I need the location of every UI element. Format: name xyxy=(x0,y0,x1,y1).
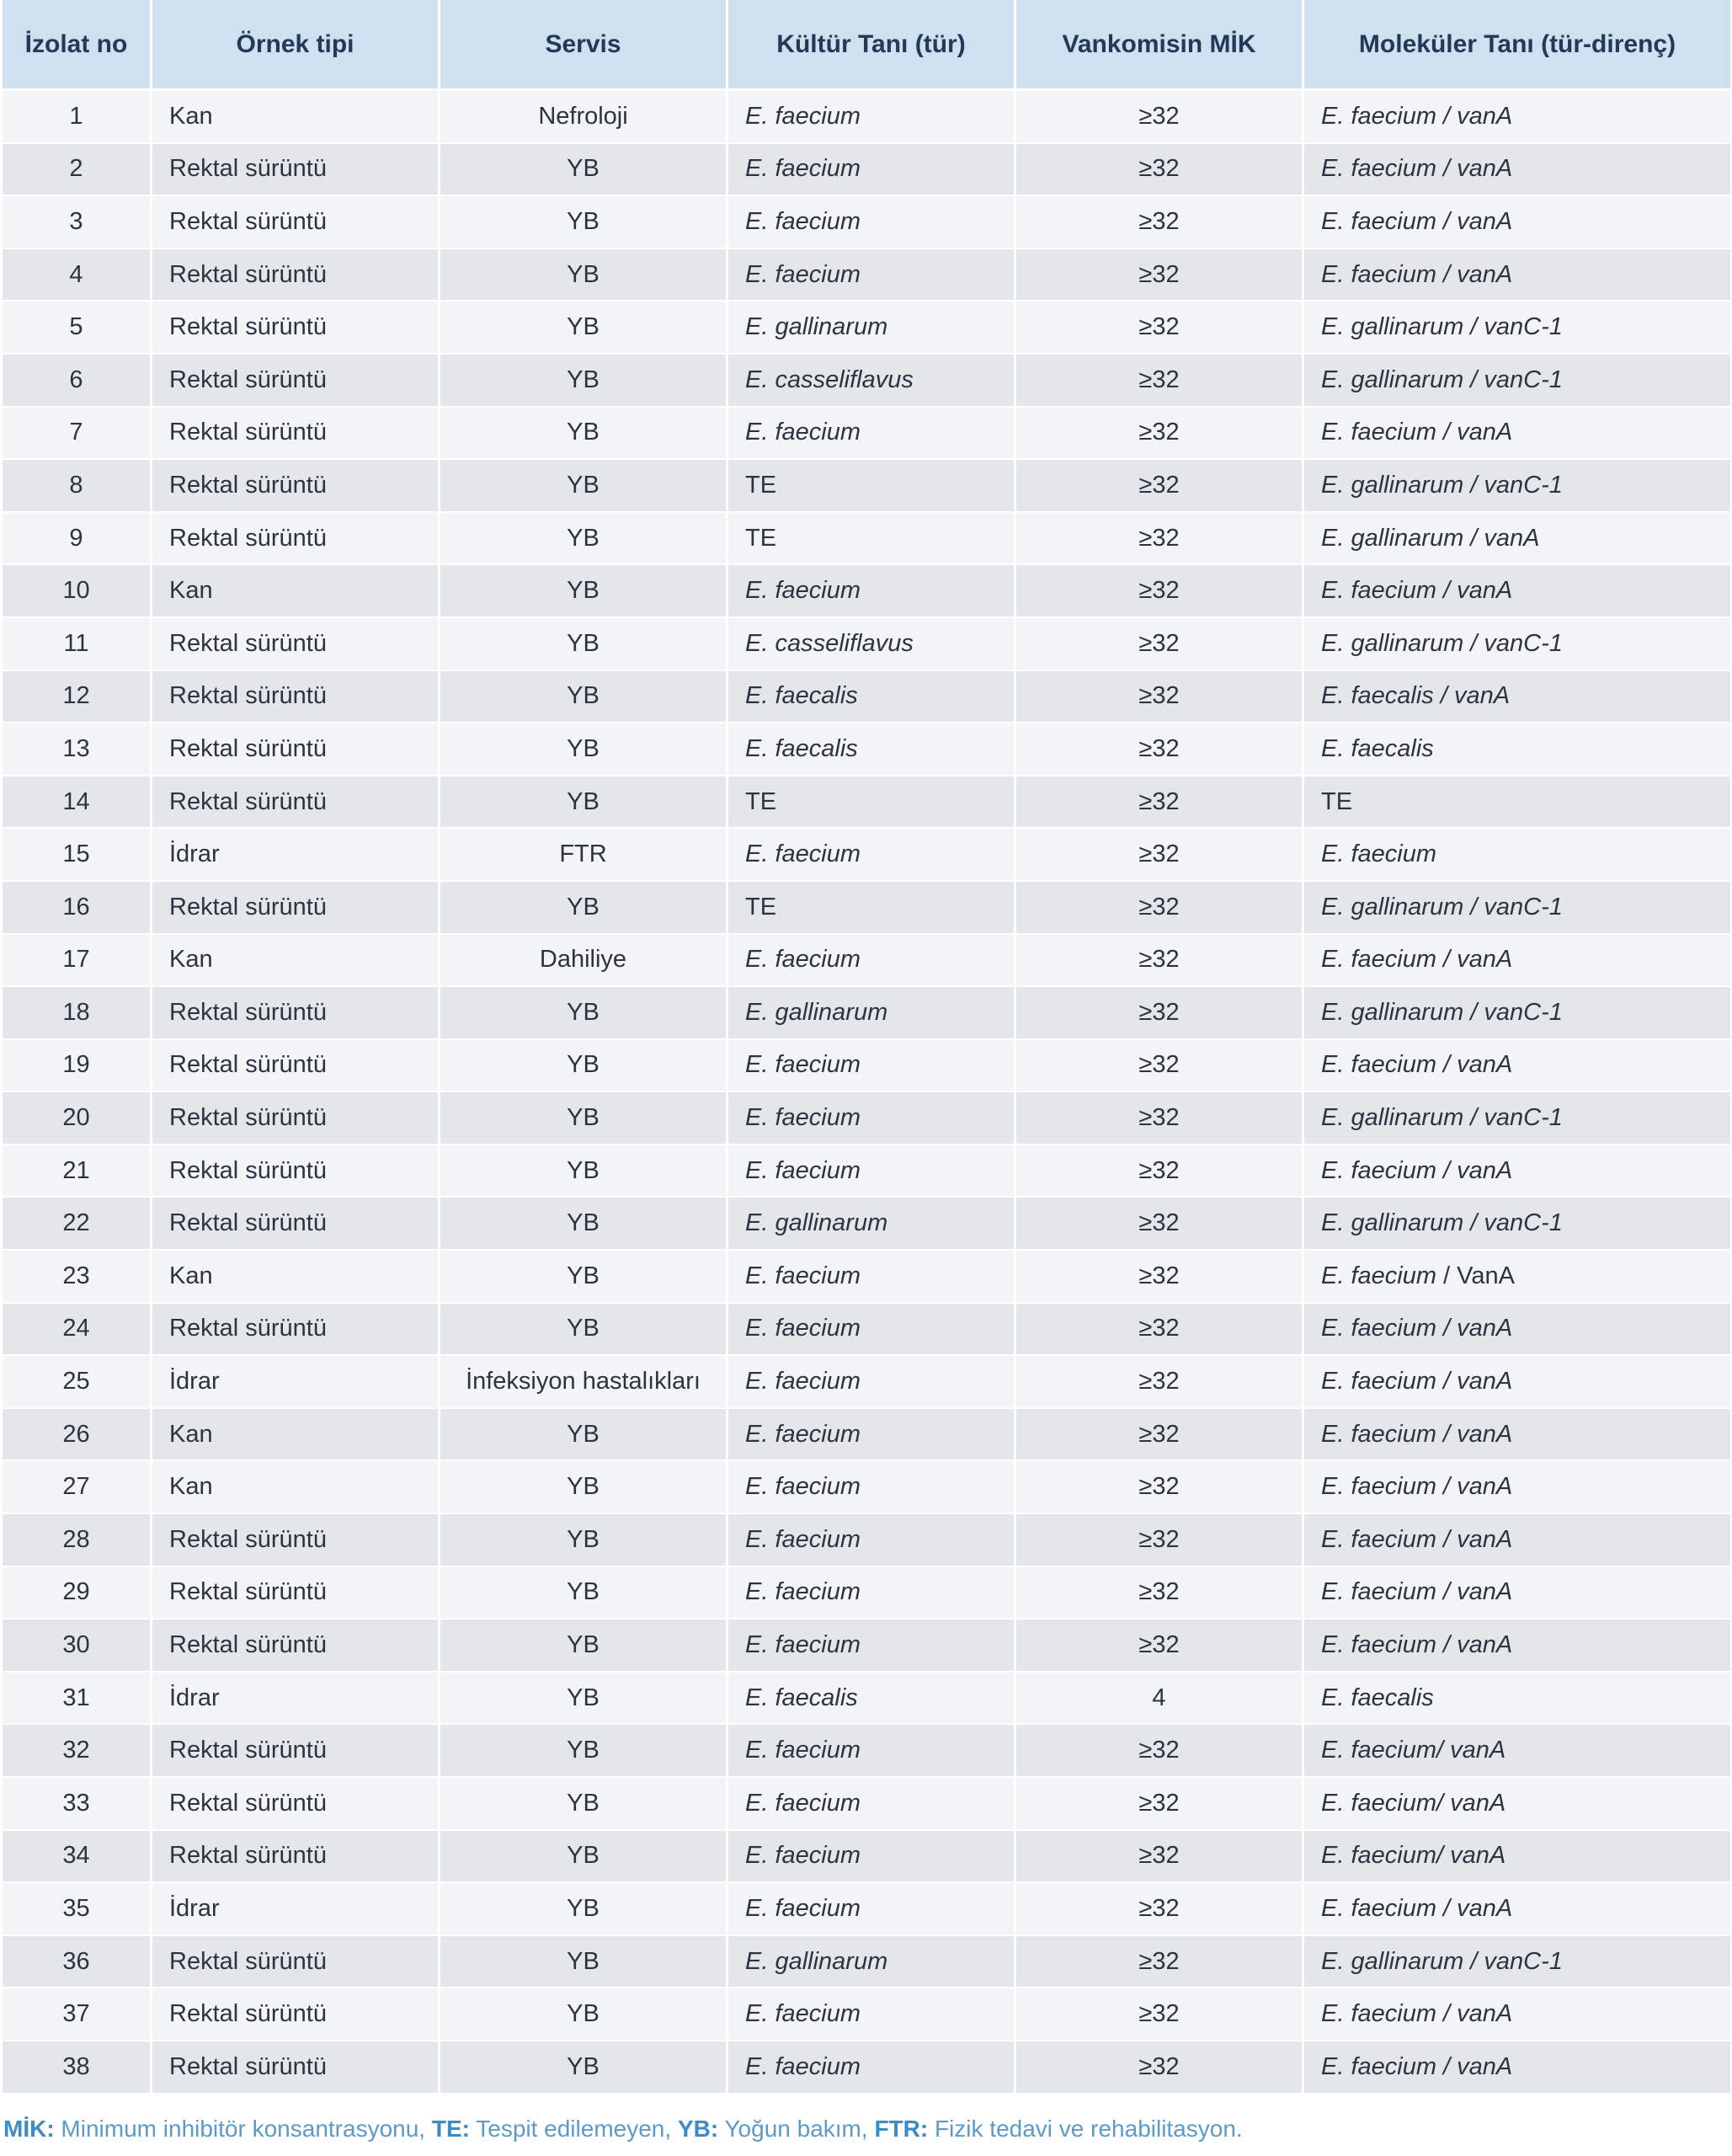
table-row xyxy=(3,1620,1730,1673)
table-row xyxy=(3,1304,1730,1357)
mic-cell: ≥32 xyxy=(1016,1145,1302,1198)
mic-cell: ≥32 xyxy=(1016,1936,1302,1989)
molecular-diagnosis-cell: E. gallinarum / vanC-1 xyxy=(1304,618,1730,671)
table-row xyxy=(3,1778,1730,1831)
table-row xyxy=(3,987,1730,1040)
service-cell: Dahiliye xyxy=(440,935,726,988)
sample-type-cell: Rektal sürüntü xyxy=(152,1831,438,1884)
table-row xyxy=(3,91,1730,144)
isolate-no-cell: 21 xyxy=(3,1145,150,1198)
sample-type-cell: İdrar xyxy=(152,1673,438,1726)
table-row xyxy=(3,1092,1730,1145)
sample-type-cell: İdrar xyxy=(152,1883,438,1936)
culture-diagnosis-cell: E. faecium xyxy=(728,1514,1014,1567)
mic-cell: ≥32 xyxy=(1016,302,1302,355)
header-service: Servis xyxy=(440,0,726,91)
culture-diagnosis-cell: TE xyxy=(728,513,1014,566)
culture-diagnosis-cell: E. faecium xyxy=(728,1725,1014,1778)
service-cell: YB xyxy=(440,1461,726,1514)
sample-type-cell: Rektal sürüntü xyxy=(152,144,438,197)
molecular-diagnosis-cell: E. faecium / vanA xyxy=(1304,91,1730,144)
service-cell: YB xyxy=(440,1514,726,1567)
mic-cell: ≥32 xyxy=(1016,144,1302,197)
isolate-no-cell: 37 xyxy=(3,1988,150,2041)
sample-type-cell: Rektal sürüntü xyxy=(152,1620,438,1673)
footnote-definition: Minimum inhibitör konsantrasyonu, xyxy=(54,2116,432,2142)
table-row xyxy=(3,1409,1730,1462)
sample-type-cell: Kan xyxy=(152,1251,438,1304)
molecular-diagnosis-cell: E. faecium / vanA xyxy=(1304,1988,1730,2041)
service-cell: YB xyxy=(440,618,726,671)
isolate-no-cell: 35 xyxy=(3,1883,150,1936)
isolate-no-cell: 14 xyxy=(3,776,150,830)
mic-cell: ≥32 xyxy=(1016,1356,1302,1409)
mic-cell: ≥32 xyxy=(1016,776,1302,830)
table-row xyxy=(3,408,1730,461)
table-row xyxy=(3,1725,1730,1778)
service-cell: YB xyxy=(440,1620,726,1673)
isolate-no-cell: 28 xyxy=(3,1514,150,1567)
sample-type-cell: Rektal sürüntü xyxy=(152,987,438,1040)
culture-diagnosis-cell: E. faecium xyxy=(728,1251,1014,1304)
culture-diagnosis-cell: E. faecium xyxy=(728,565,1014,618)
table-row xyxy=(3,355,1730,408)
table-row xyxy=(3,1145,1730,1198)
isolate-no-cell: 13 xyxy=(3,723,150,776)
header-molecular-diagnosis: Moleküler Tanı (tür-direnç) xyxy=(1304,0,1730,91)
service-cell: YB xyxy=(440,1251,726,1304)
footnote-definition: Tespit edilemeyen, xyxy=(469,2116,678,2142)
molecular-diagnosis-cell: E. gallinarum / vanC-1 xyxy=(1304,987,1730,1040)
service-cell: YB xyxy=(440,1198,726,1251)
sample-type-cell: Rektal sürüntü xyxy=(152,1092,438,1145)
table-row xyxy=(3,144,1730,197)
mic-cell: ≥32 xyxy=(1016,2041,1302,2095)
mic-cell: ≥32 xyxy=(1016,460,1302,513)
sample-type-cell: Rektal sürüntü xyxy=(152,1778,438,1831)
culture-diagnosis-cell: E. faecalis xyxy=(728,1673,1014,1726)
table-row xyxy=(3,1040,1730,1093)
molecular-diagnosis-cell: E. gallinarum / vanA xyxy=(1304,513,1730,566)
service-cell: FTR xyxy=(440,829,726,882)
mic-cell: ≥32 xyxy=(1016,1988,1302,2041)
service-cell: YB xyxy=(440,513,726,566)
service-cell: YB xyxy=(440,249,726,302)
table-row xyxy=(3,1251,1730,1304)
table-row xyxy=(3,829,1730,882)
culture-diagnosis-cell: E. faecium xyxy=(728,935,1014,988)
table-row xyxy=(3,460,1730,513)
mic-cell: ≥32 xyxy=(1016,1778,1302,1831)
mic-cell: ≥32 xyxy=(1016,1831,1302,1884)
culture-diagnosis-cell: E. faecium xyxy=(728,1831,1014,1884)
table-body xyxy=(3,91,1730,2095)
molecular-diagnosis-cell: E. faecium / vanA xyxy=(1304,1883,1730,1936)
table-row xyxy=(3,1988,1730,2041)
culture-diagnosis-cell: TE xyxy=(728,776,1014,830)
footnote-abbreviation: MİK: xyxy=(3,2116,55,2142)
culture-diagnosis-cell: E. casseliflavus xyxy=(728,618,1014,671)
sample-type-cell: Rektal sürüntü xyxy=(152,355,438,408)
culture-diagnosis-cell: E. faecium xyxy=(728,1145,1014,1198)
mic-cell: 4 xyxy=(1016,1673,1302,1726)
molecular-diagnosis-cell: E. faecium/ vanA xyxy=(1304,1725,1730,1778)
sample-type-cell: Rektal sürüntü xyxy=(152,196,438,249)
sample-type-cell: Rektal sürüntü xyxy=(152,1514,438,1567)
mic-cell: ≥32 xyxy=(1016,1409,1302,1462)
mic-cell: ≥32 xyxy=(1016,196,1302,249)
mic-cell: ≥32 xyxy=(1016,1725,1302,1778)
table-row xyxy=(3,776,1730,830)
service-cell: YB xyxy=(440,1936,726,1989)
molecular-diagnosis-cell: E. faecium / vanA xyxy=(1304,1514,1730,1567)
table-row xyxy=(3,671,1730,724)
culture-diagnosis-cell: TE xyxy=(728,460,1014,513)
molecular-diagnosis-cell: E. faecium / VanA xyxy=(1304,1251,1730,1304)
isolate-no-cell: 15 xyxy=(3,829,150,882)
molecular-diagnosis-cell: E. faecalis xyxy=(1304,1673,1730,1726)
table-row xyxy=(3,1883,1730,1936)
mic-cell: ≥32 xyxy=(1016,91,1302,144)
service-cell: YB xyxy=(440,671,726,724)
table-row xyxy=(3,1936,1730,1989)
molecular-diagnosis-cell: E. faecium / vanA xyxy=(1304,2041,1730,2095)
culture-diagnosis-cell: E. faecalis xyxy=(728,671,1014,724)
isolate-no-cell: 11 xyxy=(3,618,150,671)
molecular-diagnosis-cell: E. gallinarum / vanC-1 xyxy=(1304,1936,1730,1989)
culture-diagnosis-cell: E. faecium xyxy=(728,1778,1014,1831)
sample-type-cell: Rektal sürüntü xyxy=(152,776,438,830)
culture-diagnosis-cell: E. faecium xyxy=(728,1356,1014,1409)
molecular-diagnosis-cell: TE xyxy=(1304,776,1730,830)
table-row xyxy=(3,935,1730,988)
mic-cell: ≥32 xyxy=(1016,829,1302,882)
isolate-no-cell: 6 xyxy=(3,355,150,408)
sample-type-cell: Rektal sürüntü xyxy=(152,2041,438,2095)
culture-diagnosis-cell: E. gallinarum xyxy=(728,987,1014,1040)
isolate-no-cell: 27 xyxy=(3,1461,150,1514)
table-row xyxy=(3,1673,1730,1726)
table-row xyxy=(3,565,1730,618)
culture-diagnosis-cell: E. faecalis xyxy=(728,723,1014,776)
molecular-diagnosis-cell: E. faecium / vanA xyxy=(1304,1356,1730,1409)
service-cell: YB xyxy=(440,1040,726,1093)
sample-type-cell: İdrar xyxy=(152,1356,438,1409)
molecular-diagnosis-cell: E. faecium / vanA xyxy=(1304,1304,1730,1357)
mic-cell: ≥32 xyxy=(1016,1461,1302,1514)
service-cell: YB xyxy=(440,460,726,513)
mic-cell: ≥32 xyxy=(1016,408,1302,461)
service-cell: İnfeksiyon hastalıkları xyxy=(440,1356,726,1409)
service-cell: YB xyxy=(440,1831,726,1884)
culture-diagnosis-cell: E. faecium xyxy=(728,829,1014,882)
service-cell: Nefroloji xyxy=(440,91,726,144)
isolate-no-cell: 29 xyxy=(3,1567,150,1620)
culture-diagnosis-cell: E. casseliflavus xyxy=(728,355,1014,408)
service-cell: YB xyxy=(440,987,726,1040)
culture-diagnosis-cell: E. faecium xyxy=(728,1620,1014,1673)
mic-cell: ≥32 xyxy=(1016,355,1302,408)
footnote-definition: Yoğun bakım, xyxy=(718,2116,875,2142)
mic-cell: ≥32 xyxy=(1016,1620,1302,1673)
culture-diagnosis-cell: E. faecium xyxy=(728,249,1014,302)
sample-type-cell: Rektal sürüntü xyxy=(152,1145,438,1198)
table-row xyxy=(3,882,1730,935)
service-cell: YB xyxy=(440,565,726,618)
isolate-no-cell: 20 xyxy=(3,1092,150,1145)
molecular-diagnosis-cell: E. gallinarum / vanC-1 xyxy=(1304,302,1730,355)
culture-diagnosis-cell: E. faecium xyxy=(728,2041,1014,2095)
molecular-diagnosis-cell: E. faecium / vanA xyxy=(1304,408,1730,461)
mic-cell: ≥32 xyxy=(1016,618,1302,671)
molecular-diagnosis-cell: E. gallinarum / vanC-1 xyxy=(1304,1198,1730,1251)
header-isolate-no: İzolat no xyxy=(3,0,150,91)
service-cell: YB xyxy=(440,1725,726,1778)
service-cell: YB xyxy=(440,1145,726,1198)
sample-type-cell: Kan xyxy=(152,91,438,144)
sample-type-cell: Rektal sürüntü xyxy=(152,1988,438,2041)
culture-diagnosis-cell: E. faecium xyxy=(728,1040,1014,1093)
service-cell: YB xyxy=(440,723,726,776)
culture-diagnosis-cell: E. faecium xyxy=(728,1883,1014,1936)
service-cell: YB xyxy=(440,1092,726,1145)
sample-type-cell: Rektal sürüntü xyxy=(152,723,438,776)
table-row xyxy=(3,513,1730,566)
molecular-diagnosis-cell: E. faecium / vanA xyxy=(1304,1620,1730,1673)
molecular-diagnosis-cell: E. faecium / vanA xyxy=(1304,249,1730,302)
isolate-no-cell: 30 xyxy=(3,1620,150,1673)
molecular-diagnosis-cell: E. faecalis / vanA xyxy=(1304,671,1730,724)
header-culture-diagnosis: Kültür Tanı (tür) xyxy=(728,0,1014,91)
service-cell: YB xyxy=(440,302,726,355)
isolate-no-cell: 38 xyxy=(3,2041,150,2095)
isolate-no-cell: 23 xyxy=(3,1251,150,1304)
mic-cell: ≥32 xyxy=(1016,1567,1302,1620)
table-row xyxy=(3,249,1730,302)
sample-type-cell: Rektal sürüntü xyxy=(152,249,438,302)
sample-type-cell: Rektal sürüntü xyxy=(152,1304,438,1357)
molecular-diagnosis-cell: E. gallinarum / vanC-1 xyxy=(1304,460,1730,513)
table-row xyxy=(3,1198,1730,1251)
table-row xyxy=(3,1356,1730,1409)
isolate-no-cell: 1 xyxy=(3,91,150,144)
isolate-no-cell: 8 xyxy=(3,460,150,513)
culture-diagnosis-cell: E. faecium xyxy=(728,1988,1014,2041)
mic-cell: ≥32 xyxy=(1016,935,1302,988)
isolate-no-cell: 32 xyxy=(3,1725,150,1778)
sample-type-cell: Rektal sürüntü xyxy=(152,408,438,461)
table-row xyxy=(3,302,1730,355)
sample-type-cell: Kan xyxy=(152,1461,438,1514)
table-row xyxy=(3,1567,1730,1620)
culture-diagnosis-cell: E. gallinarum xyxy=(728,1936,1014,1989)
molecular-diagnosis-cell: E. faecium / vanA xyxy=(1304,144,1730,197)
service-cell: YB xyxy=(440,776,726,830)
mic-cell: ≥32 xyxy=(1016,882,1302,935)
table-row xyxy=(3,618,1730,671)
isolate-no-cell: 25 xyxy=(3,1356,150,1409)
molecular-diagnosis-cell: E. faecium / vanA xyxy=(1304,196,1730,249)
table-row xyxy=(3,1514,1730,1567)
isolate-no-cell: 18 xyxy=(3,987,150,1040)
molecular-diagnosis-cell: E. gallinarum / vanC-1 xyxy=(1304,882,1730,935)
molecular-diagnosis-cell: E. faecium / vanA xyxy=(1304,1040,1730,1093)
culture-diagnosis-cell: E. faecium xyxy=(728,1304,1014,1357)
sample-type-cell: Rektal sürüntü xyxy=(152,1198,438,1251)
table-header xyxy=(3,0,1730,91)
isolate-no-cell: 9 xyxy=(3,513,150,566)
molecular-diagnosis-cell: E. faecium / vanA xyxy=(1304,1145,1730,1198)
molecular-diagnosis-cell: E. faecium/ vanA xyxy=(1304,1778,1730,1831)
mic-cell: ≥32 xyxy=(1016,1198,1302,1251)
molecular-diagnosis-cell: E. faecium xyxy=(1304,829,1730,882)
culture-diagnosis-cell: E. faecium xyxy=(728,408,1014,461)
service-cell: YB xyxy=(440,1988,726,2041)
molecular-diagnosis-cell: E. faecium / vanA xyxy=(1304,935,1730,988)
isolate-no-cell: 5 xyxy=(3,302,150,355)
service-cell: YB xyxy=(440,882,726,935)
service-cell: YB xyxy=(440,1304,726,1357)
mic-cell: ≥32 xyxy=(1016,1883,1302,1936)
culture-diagnosis-cell: E. faecium xyxy=(728,144,1014,197)
molecular-diagnosis-cell: E. gallinarum / vanC-1 xyxy=(1304,355,1730,408)
isolate-no-cell: 10 xyxy=(3,565,150,618)
mic-cell: ≥32 xyxy=(1016,1040,1302,1093)
isolate-no-cell: 16 xyxy=(3,882,150,935)
culture-diagnosis-cell: E. faecium xyxy=(728,1567,1014,1620)
sample-type-cell: Rektal sürüntü xyxy=(152,513,438,566)
isolate-no-cell: 7 xyxy=(3,408,150,461)
service-cell: YB xyxy=(440,144,726,197)
sample-type-cell: Rektal sürüntü xyxy=(152,1567,438,1620)
culture-diagnosis-cell: E. faecium xyxy=(728,196,1014,249)
sample-type-cell: Rektal sürüntü xyxy=(152,460,438,513)
isolate-no-cell: 19 xyxy=(3,1040,150,1093)
mic-cell: ≥32 xyxy=(1016,249,1302,302)
molecular-diagnosis-cell: E. faecium/ vanA xyxy=(1304,1831,1730,1884)
isolate-no-cell: 4 xyxy=(3,249,150,302)
molecular-diagnosis-cell: E. faecium / vanA xyxy=(1304,565,1730,618)
table-row xyxy=(3,723,1730,776)
mic-cell: ≥32 xyxy=(1016,1514,1302,1567)
footnote-definition: Fizik tedavi ve rehabilitasyon. xyxy=(928,2116,1243,2142)
molecular-diagnosis-cell: E. faecalis xyxy=(1304,723,1730,776)
isolate-no-cell: 24 xyxy=(3,1304,150,1357)
culture-diagnosis-cell: TE xyxy=(728,882,1014,935)
footnote-abbreviation: FTR: xyxy=(874,2116,929,2142)
sample-type-cell: Rektal sürüntü xyxy=(152,882,438,935)
sample-type-cell: Rektal sürüntü xyxy=(152,618,438,671)
sample-type-cell: Rektal sürüntü xyxy=(152,1725,438,1778)
isolate-no-cell: 17 xyxy=(3,935,150,988)
sample-type-cell: Kan xyxy=(152,1409,438,1462)
service-cell: YB xyxy=(440,1778,726,1831)
table-row xyxy=(3,2041,1730,2095)
culture-diagnosis-cell: E. gallinarum xyxy=(728,1198,1014,1251)
isolate-no-cell: 12 xyxy=(3,671,150,724)
service-cell: YB xyxy=(440,1883,726,1936)
header-row xyxy=(3,0,1730,91)
mic-cell: ≥32 xyxy=(1016,513,1302,566)
footnote-abbreviation: TE: xyxy=(431,2116,470,2142)
molecular-diagnosis-cell: E. faecium / vanA xyxy=(1304,1409,1730,1462)
molecular-diagnosis-cell: E. faecium / vanA xyxy=(1304,1567,1730,1620)
sample-type-cell: Kan xyxy=(152,565,438,618)
isolate-no-cell: 2 xyxy=(3,144,150,197)
isolate-no-cell: 26 xyxy=(3,1409,150,1462)
isolate-no-cell: 34 xyxy=(3,1831,150,1884)
service-cell: YB xyxy=(440,1567,726,1620)
sample-type-cell: Kan xyxy=(152,935,438,988)
sample-type-cell: İdrar xyxy=(152,829,438,882)
molecular-diagnosis-cell: E. faecium / vanA xyxy=(1304,1461,1730,1514)
service-cell: YB xyxy=(440,196,726,249)
sample-type-cell: Rektal sürüntü xyxy=(152,1040,438,1093)
isolate-no-cell: 3 xyxy=(3,196,150,249)
mic-cell: ≥32 xyxy=(1016,723,1302,776)
sample-type-cell: Rektal sürüntü xyxy=(152,302,438,355)
mic-cell: ≥32 xyxy=(1016,671,1302,724)
mic-cell: ≥32 xyxy=(1016,565,1302,618)
isolate-no-cell: 36 xyxy=(3,1936,150,1989)
table-row xyxy=(3,1831,1730,1884)
mic-cell: ≥32 xyxy=(1016,1304,1302,1357)
table-row xyxy=(3,1461,1730,1514)
culture-diagnosis-cell: E. faecium xyxy=(728,1092,1014,1145)
molecular-diagnosis-cell: E. gallinarum / vanC-1 xyxy=(1304,1092,1730,1145)
mic-cell: ≥32 xyxy=(1016,1251,1302,1304)
service-cell: YB xyxy=(440,2041,726,2095)
culture-diagnosis-cell: E. faecium xyxy=(728,91,1014,144)
mic-cell: ≥32 xyxy=(1016,1092,1302,1145)
service-cell: YB xyxy=(440,408,726,461)
table-footnote xyxy=(3,2116,1243,2143)
sample-type-cell: Rektal sürüntü xyxy=(152,1936,438,1989)
mic-cell: ≥32 xyxy=(1016,987,1302,1040)
isolate-no-cell: 31 xyxy=(3,1673,150,1726)
header-vancomycin-mic: Vankomisin MİK xyxy=(1016,0,1302,91)
culture-diagnosis-cell: E. faecium xyxy=(728,1461,1014,1514)
sample-type-cell: Rektal sürüntü xyxy=(152,671,438,724)
service-cell: YB xyxy=(440,355,726,408)
isolate-no-cell: 33 xyxy=(3,1778,150,1831)
culture-diagnosis-cell: E. gallinarum xyxy=(728,302,1014,355)
table-row xyxy=(3,196,1730,249)
isolate-no-cell: 22 xyxy=(3,1198,150,1251)
service-cell: YB xyxy=(440,1409,726,1462)
culture-diagnosis-cell: E. faecium xyxy=(728,1409,1014,1462)
header-sample-type: Örnek tipi xyxy=(152,0,438,91)
service-cell: YB xyxy=(440,1673,726,1726)
footnote-abbreviation: YB: xyxy=(677,2116,719,2142)
